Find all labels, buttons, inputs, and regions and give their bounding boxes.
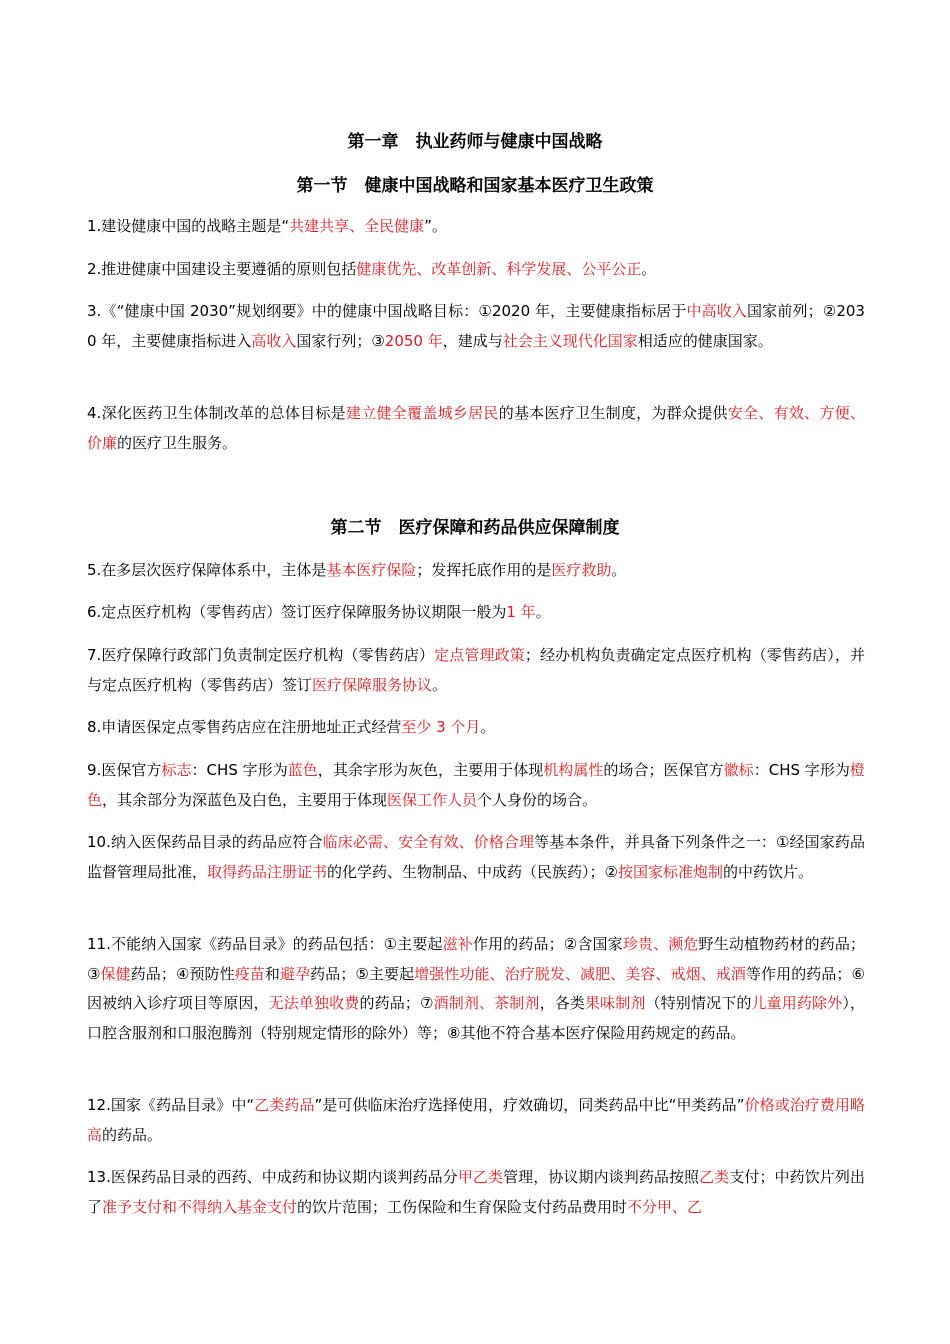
text-segment: 相适应的健康国家。 bbox=[637, 331, 773, 350]
chapter-title: 第一章 执业药师与健康中国战略 bbox=[347, 132, 603, 152]
text-segment: ，各类 bbox=[539, 994, 585, 1012]
list-item-12 bbox=[87, 1091, 865, 1150]
list-item-11 bbox=[87, 930, 865, 1048]
text-segment: ”。 bbox=[424, 217, 447, 235]
text-segment: （特别情况下的 bbox=[645, 994, 752, 1012]
text-segment: 的饮片范围；工伤保险和生育保险支付药品费用时 bbox=[297, 1197, 628, 1216]
text-segment: 等基本条件，并具备下列条件之一：①经国家药品监督管理局批准， bbox=[87, 833, 865, 881]
text-segment: 国家行列；③ bbox=[296, 331, 385, 350]
text-segment: ：CHS 字形为 bbox=[191, 761, 288, 779]
text-segment: 1.建设健康中国的战略主题是“ bbox=[87, 217, 290, 235]
highlighted-text: 取得药品注册证书 bbox=[207, 862, 328, 881]
text-segment: 国家前列；②2030 年，主要健康指标进入 bbox=[87, 302, 865, 350]
text-segment: ”是可供临床治疗选择使用，疗效确切，同类药品中比“甲类药品” bbox=[314, 1096, 745, 1114]
highlighted-text: 蓝色 bbox=[287, 761, 318, 779]
highlighted-text: 滋补 bbox=[442, 935, 473, 953]
text-segment: ，其余字形为灰色，主要用于体现 bbox=[317, 761, 544, 779]
text-segment: 药品；⑤主要起 bbox=[310, 964, 415, 983]
list-item-6 bbox=[87, 598, 865, 628]
highlighted-text: 共建共享、全民健康 bbox=[289, 217, 425, 235]
highlighted-text: 2050 年 bbox=[384, 331, 443, 350]
text-segment: 11.不能纳入国家《药品目录》的药品包括：①主要起 bbox=[87, 935, 443, 953]
text-segment: 支付；中药饮片列出了 bbox=[87, 1168, 865, 1216]
highlighted-text: 不分甲、乙 bbox=[627, 1197, 703, 1216]
highlighted-text: 中高收入 bbox=[686, 302, 748, 320]
list-item-9 bbox=[87, 756, 865, 815]
highlighted-text: 医疗救助 bbox=[551, 561, 612, 579]
list-item-5 bbox=[87, 556, 865, 586]
text-segment: ，其余部分为深蓝色及白色，主要用于体现 bbox=[102, 790, 388, 809]
list-item-4 bbox=[87, 399, 865, 458]
text-segment: 10.纳入医保药品目录的药品应符合 bbox=[87, 833, 323, 851]
text-segment: 和 bbox=[264, 964, 280, 983]
highlighted-text: 至少 3 个月 bbox=[401, 718, 481, 736]
text-segment: 。 bbox=[641, 260, 657, 278]
highlighted-text: 酒制剂、茶制剂 bbox=[433, 994, 540, 1012]
text-segment: 8.申请医保定点零售药店应在注册地址正式经营 bbox=[87, 718, 402, 736]
text-segment: 的中药饮片。 bbox=[723, 862, 814, 881]
text-segment: 的化学药、生物制品、中成药（民族药）；② bbox=[327, 862, 618, 881]
text-segment: 6.定点医疗机构（零售药店）签订医疗保障服务协议期限一般为 bbox=[87, 603, 507, 621]
highlighted-text: 避孕 bbox=[279, 964, 311, 983]
text-segment: 。 bbox=[611, 561, 627, 579]
text-segment: 个人身份的场合。 bbox=[477, 790, 598, 809]
highlighted-text: 增强性功能、治疗脱发、减肥、美容、戒烟、戒酒 bbox=[414, 964, 746, 983]
text-segment: 的场合；医保官方 bbox=[603, 761, 724, 779]
text-segment: 作用的药品；②含国家 bbox=[472, 935, 623, 953]
highlighted-text: 果味制剂 bbox=[584, 994, 646, 1012]
highlighted-text: 定点管理政策 bbox=[434, 646, 525, 664]
list-item-13 bbox=[87, 1163, 865, 1222]
highlighted-text: 1 年 bbox=[506, 603, 536, 621]
text-segment: 3.《“健康中国 2030”规划纲要》中的健康中国战略目标：①2020 年，主要健康指标居于 bbox=[87, 302, 687, 320]
text-segment: 12.国家《药品目录》中“ bbox=[87, 1096, 255, 1114]
highlighted-text: 标志 bbox=[161, 761, 192, 779]
text-segment: 。 bbox=[480, 718, 496, 736]
highlighted-text: 儿童用药除外 bbox=[751, 994, 843, 1012]
highlighted-text: 珍贵、濒危 bbox=[622, 935, 699, 953]
text-segment: 。 bbox=[535, 603, 551, 621]
text-segment: ；发挥托底作用的是 bbox=[416, 561, 552, 579]
text-segment: ，建成与 bbox=[442, 331, 503, 350]
text-segment: ；经办机构负责确定定点医疗机构（零售药店），并与定点医疗机构（零售药店）签订 bbox=[87, 646, 865, 694]
text-segment: 的医疗卫生服务。 bbox=[117, 433, 238, 452]
text-segment: 。 bbox=[432, 675, 448, 694]
highlighted-text: 基本医疗保险 bbox=[326, 561, 417, 579]
highlighted-text: 徽标 bbox=[723, 761, 754, 779]
text-segment: 13.医保药品目录的西药、中成药和协议期内谈判药品分 bbox=[87, 1168, 458, 1186]
list-item-7 bbox=[87, 641, 865, 700]
list-item-8 bbox=[87, 713, 865, 743]
text-segment: 5.在多层次医疗保障体系中，主体是 bbox=[87, 561, 327, 579]
list-item-2 bbox=[87, 255, 865, 285]
highlighted-text: 按国家标准炮制 bbox=[617, 862, 723, 881]
highlighted-text: 社会主义现代化国家 bbox=[502, 331, 638, 350]
highlighted-text: 临床必需、安全有效、价格合理 bbox=[322, 833, 535, 851]
text-segment: 的药品。 bbox=[102, 1125, 163, 1144]
highlighted-text: 甲乙类 bbox=[457, 1168, 504, 1186]
text-segment: 等作用的药品；⑥因被纳入诊疗项目等原因， bbox=[87, 964, 865, 1012]
text-segment: 野生动植物药材的药品；③ bbox=[87, 935, 865, 983]
list-item-3 bbox=[87, 297, 865, 356]
highlighted-text: 高收入 bbox=[251, 331, 297, 350]
highlighted-text: 医疗保障服务协议 bbox=[312, 675, 433, 694]
section-title-2: 第二节 医疗保障和药品供应保障制度 bbox=[330, 518, 620, 538]
highlighted-text: 建立健全覆盖城乡居民 bbox=[345, 404, 499, 422]
text-segment: ），口腔含服剂和口服泡腾剂（特别规定情形的除外）等；⑧其他不符合基本医疗保险用药规定的药品。 bbox=[87, 994, 865, 1042]
list-item-1 bbox=[87, 212, 865, 242]
highlighted-text: 乙类药品 bbox=[254, 1096, 315, 1114]
text-segment: 的药品；⑦ bbox=[359, 994, 434, 1012]
highlighted-text: 无法单独收费 bbox=[268, 994, 360, 1012]
section-title-1: 第一节 健康中国战略和国家基本医疗卫生政策 bbox=[296, 176, 654, 196]
text-segment: 药品；④预防性 bbox=[130, 964, 235, 983]
text-segment: 的基本医疗卫生制度，为群众提供 bbox=[498, 404, 728, 422]
highlighted-text: 准予支付和不得纳入基金支付 bbox=[102, 1197, 298, 1216]
highlighted-text: 橙色 bbox=[87, 761, 865, 809]
highlighted-text: 疫苗 bbox=[234, 964, 265, 983]
text-segment: 9.医保官方 bbox=[87, 761, 162, 779]
highlighted-text: 机构属性 bbox=[543, 761, 604, 779]
text-segment: 4.深化医药卫生体制改革的总体目标是 bbox=[87, 404, 346, 422]
list-item-10 bbox=[87, 828, 865, 887]
text-segment: 2.推进健康中国建设主要遵循的原则包括 bbox=[87, 260, 357, 278]
text-segment: 7.医疗保障行政部门负责制定医疗机构（零售药店） bbox=[87, 646, 435, 664]
highlighted-text: 医保工作人员 bbox=[387, 790, 478, 809]
highlighted-text: 价格或治疗费用略高 bbox=[87, 1096, 865, 1144]
highlighted-text: 健康优先、改革创新、科学发展、公平公正 bbox=[356, 260, 642, 278]
text-segment: ：CHS 字形为 bbox=[753, 761, 850, 779]
highlighted-text: 乙类 bbox=[699, 1168, 730, 1186]
text-segment: 管理，协议期内谈判药品按照 bbox=[503, 1168, 700, 1186]
highlighted-text: 安全、有效、方便、价廉 bbox=[87, 404, 865, 452]
highlighted-text: 保健 bbox=[100, 964, 131, 983]
